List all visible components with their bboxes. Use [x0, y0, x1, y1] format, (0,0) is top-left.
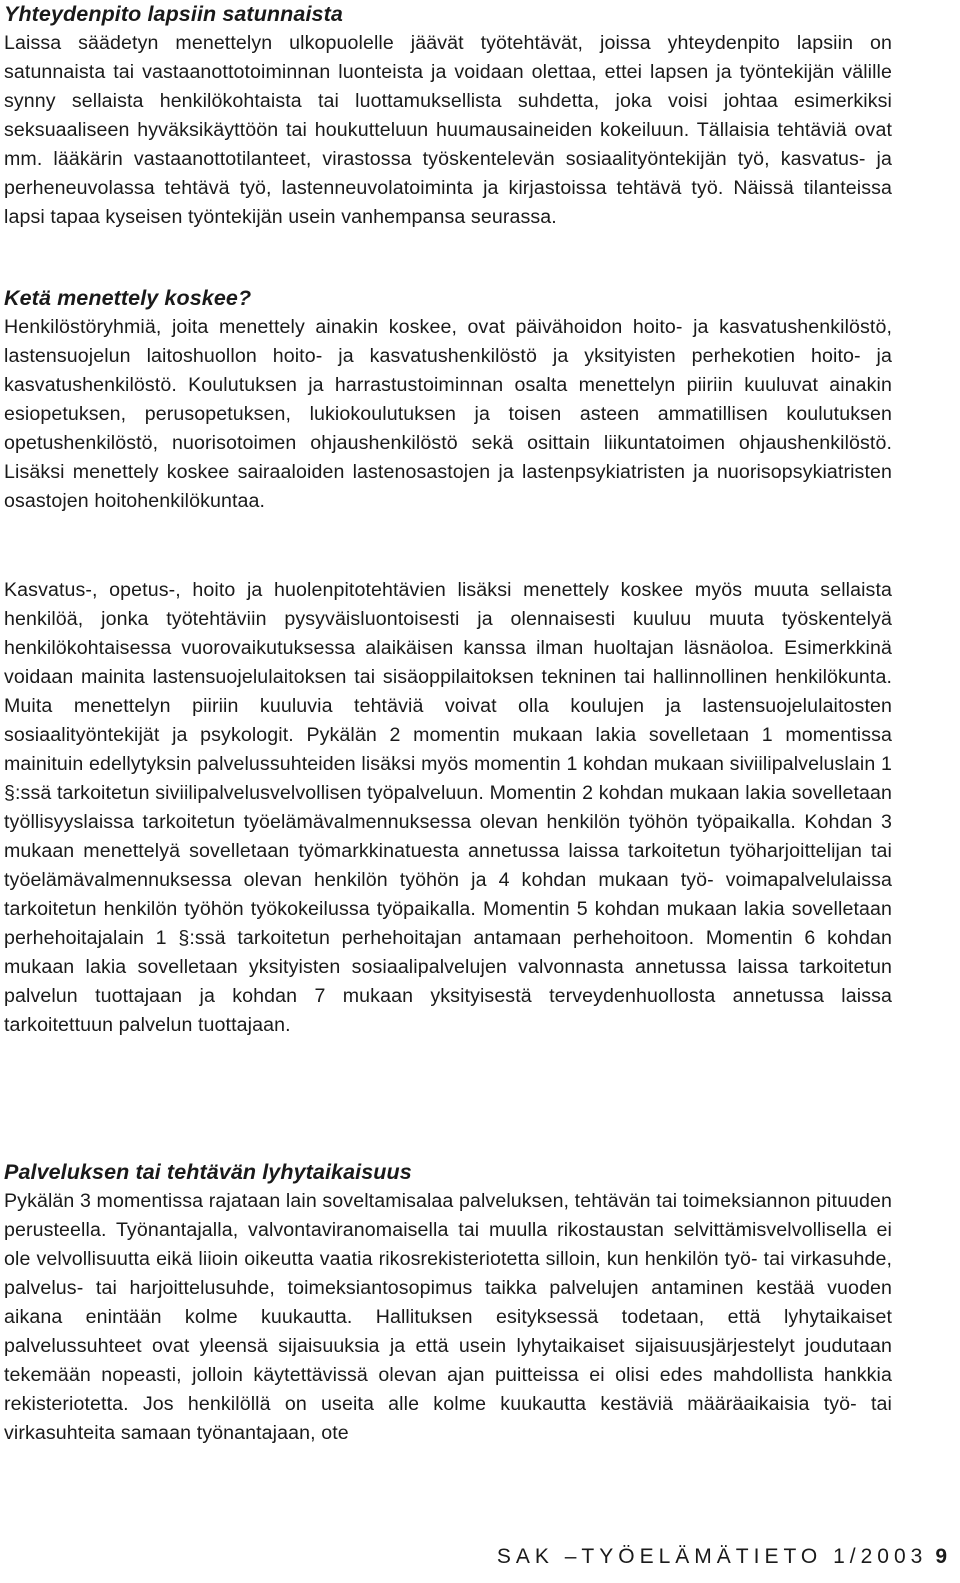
- section-short-term-service: [4, 1158, 892, 1448]
- publication-title: SAK –TYÖELÄMÄTIETO 1/2003: [496, 1545, 928, 1568]
- page-footer: [497, 1545, 948, 1569]
- paragraph: Henkilöstöryhmiä, joita menettely ainakin koskee, ovat päivähoidon hoito- ja kasvatushenkilöstö, lastensuojelun laitoshuollon hoito- ja kasvatushenkilöstö ja yksityisten perhekotien hoito- ja kasvatushenkilöstö. Koulutuksen ja harrastustoiminnan osalta menettelyn piiriin kuuluvat ainakin esiopetuksen, perusopetuksen, lukiokoulutuksen ja toisen asteen ammatillisen koulutuksen opetushenkilöstö, nuorisotoimen ohjaushenkilöstö sekä osittain liikuntatoimen ohjaushenkilöstö. Lisäksi menettely koskee sairaaloiden lastenosastojen ja lastenpsykiatristen ja nuorisopsykiatristen osastojen hoitohenkilökuntaa.: [4, 316, 892, 512]
- section-heading: Ketä menettely koskee?: [4, 286, 252, 310]
- paragraph: Laissa säädetyn menettelyn ulkopuolelle jäävät työtehtävät, joissa yhteydenpito lapsiin on satunnaista tai vastaanottotoiminnan luonteista ja voidaan olettaa, ettei lapsen ja työntekijän välille synny sellaista henkilökohtaista tai luottamuksellista suhdetta, joka voisi johtaa esimerkiksi seksuaaliseen hyväksikäyttöön tai houkutteluun huumausaineiden kokeiluun. Tällaisia tehtäviä ovat mm. lääkärin vastaanottotilanteet, virastossa työskentelevän sosiaalityöntekijän työ, kasvatus- ja perheneuvolassa tehtävä työ, lastenneuvolatoiminta ja kirjastoissa tehtävä työ. Näissä tilanteissa lapsi tapaa kyseisen työntekijän usein vanhempansa seurassa.: [4, 32, 892, 228]
- section-who-concerns-continued: [4, 576, 892, 1040]
- paragraph: Kasvatus-, opetus-, hoito ja huolenpitotehtävien lisäksi menettely koskee myös muuta sellaista henkilöä, jonka työtehtäviin pysyväisluontoisesti ja olennaisesti kuuluu muuta työskentelyä henkilökohtaisessa vuorovaikutuksessa alaikäisen kanssa ilman huoltajan läsnäoloa. Esimerkkinä voidaan mainita lastensuojelulaitoksen tai sisäoppilaitoksen tekninen tai hallinnollinen henkilökunta. Muita menettelyn piiriin kuuluvia tehtäviä voivat olla koulujen ja lastensuojelulaitosten sosiaalityöntekijät ja psykologit. Pykälän 2 momentin mukaan lakia sovelletaan 1 momentissa mainituin edellytyksin palvelussuhteiden lisäksi myös momentin 1 kohdan mukaan siviilipalveluslain 1 §:ssä tarkoitetun siviilipalvelusvelvollisen työpalveluun. Momentin 2 kohdan mukaan lakia sovelletaan työllisyyslaissa tarkoitetun työelämävalmennuksessa olevan henkilön työhön työpaikalla. Kohdan 3 mukaan menettelyä sovelletaan työmarkkinatuesta annetussa laissa tarkoitetun työharjoittelijan tai työelämävalmennuksessa olevan henkilön työhön ja 4 kohdan mukaan työ- voimapalvelulaissa tarkoitetun henkilön työhön työkokeilussa työpaikalla. Momentin 5 kohdan mukaan lakia sovelletaan perhehoitajalain 1 §:ssä tarkoitetun perhehoitajan antamaan perhehoitoon. Momentin 6 kohdan mukaan lakia sovelletaan yksityisten sosiaalipalvelujen valvonnasta annetussa laissa tarkoitetun palvelun tuottajaan ja kohdan 7 mukaan yksityisestä terveydenhuollosta annetussa laissa tarkoitettuun palvelun tuottajaan.: [4, 579, 892, 1036]
- section-contact-occasional: [4, 0, 892, 232]
- section-heading: Palveluksen tai tehtävän lyhytaikaisuus: [4, 1160, 412, 1184]
- section-who-concerns: [4, 284, 892, 516]
- page-number: 9: [935, 1545, 948, 1568]
- section-heading: Yhteydenpito lapsiin satunnaista: [4, 2, 343, 26]
- paragraph: Pykälän 3 momentissa rajataan lain soveltamisalaa palveluksen, tehtävän tai toimeksiannon pituuden perusteella. Työnantajalla, valvontaviranomaisella tai muulla rikostaustan selvittämisvelvollisella ei ole velvollisuutta eikä liioin oikeutta vaatia rikosrekisteriotetta silloin, kun henkilön työ- tai virkasuhde, palvelus- tai harjoittelusuhde, toimeksiantosopimus taikka palvelujen antaminen kestää vuoden aikana enintään kolme kuukautta. Hallituksen esityksessä todetaan, että lyhytaikaiset palvelussuhteet ovat yleensä sijaisuuksia ja että usein lyhytaikaiset sijaisuusjärjestelyt joudutaan tekemään nopeasti, jolloin käytettävissä olevan ajan puitteissa ei olisi edes mahdollista hankkia rekisteriotetta. Jos henkilöllä on useita alle kolme kuukautta kestäviä määräaikaisia työ- tai virkasuhteita samaan työnantajaan, ote: [4, 1190, 892, 1444]
